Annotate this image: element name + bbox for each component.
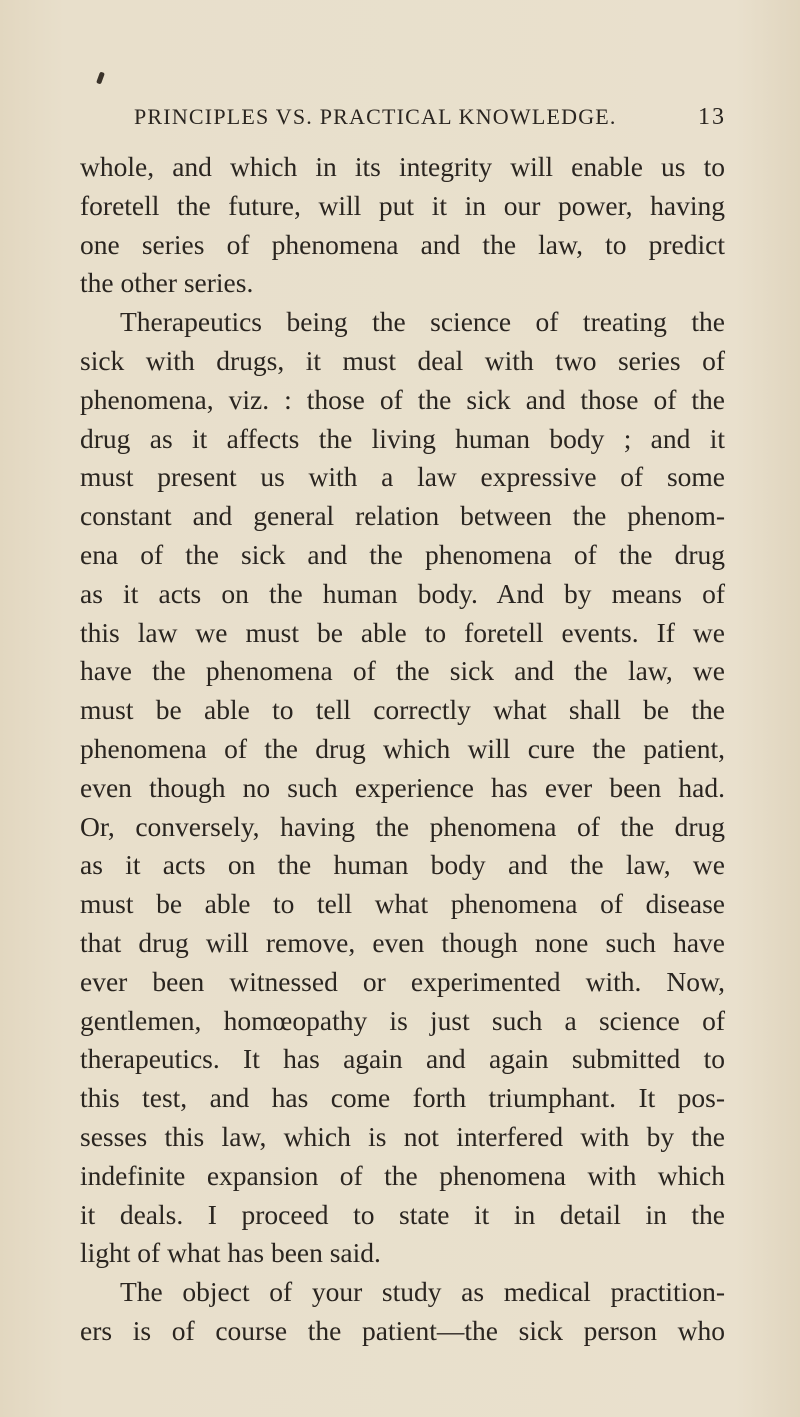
text-line: sick with drugs, it must deal with two series of <box>80 344 725 376</box>
text-line: that drug will remove, even though none such have <box>80 926 725 958</box>
text-line: have the phenomena of the sick and the law, we <box>80 655 725 687</box>
text-line: the other series. <box>80 267 254 299</box>
text-line: one series of phenomena and the law, to predict <box>80 228 725 260</box>
text-line: foretell the future, will put it in our power, having <box>80 189 725 221</box>
text-line: phenomena, viz. : those of the sick and those of the <box>80 383 725 415</box>
text-line: light of what has been said. <box>80 1237 381 1269</box>
text-line: must be able to tell what phenomena of disease <box>80 888 725 920</box>
running-title: PRINCIPLES VS. PRACTICAL KNOWLEDGE. <box>134 104 617 129</box>
text-line: it deals. I proceed to state it in detail in the <box>80 1198 725 1230</box>
text-line: this test, and has come forth triumphant. It pos- <box>80 1082 725 1114</box>
text-line: Or, conversely, having the phenomena of the drug <box>80 810 725 842</box>
text-line: even though no such experience has ever been had. <box>80 771 725 803</box>
text-line: drug as it affects the living human body ; and it <box>80 422 725 454</box>
text-line: ever been witnessed or experimented with. Now, <box>80 965 725 997</box>
ink-speck <box>96 72 105 85</box>
text-line: indefinite expansion of the phenomena with which <box>80 1159 725 1191</box>
text-line: ers is of course the patient—the sick person who <box>80 1314 725 1346</box>
text-line: therapeutics. It has again and again submitted to <box>80 1043 725 1075</box>
running-header <box>134 104 726 140</box>
text-line: constant and general relation between the phenom- <box>80 500 725 532</box>
text-line: Therapeutics being the science of treating the <box>120 306 725 338</box>
text-line: as it acts on the human body. And by means of <box>80 577 725 609</box>
text-line: must present us with a law expressive of some <box>80 461 725 493</box>
body-text <box>80 148 725 1351</box>
text-line: whole, and which in its integrity will enable us to <box>80 151 725 182</box>
page-number: 13 <box>698 104 726 130</box>
text-line: this law we must be able to foretell events. If we <box>80 616 725 648</box>
text-line: must be able to tell correctly what shall be the <box>80 694 725 726</box>
text-line: as it acts on the human body and the law, we <box>80 849 725 881</box>
text-line: The object of your study as medical practition- <box>120 1276 725 1308</box>
text-line: phenomena of the drug which will cure the patient, <box>80 732 725 764</box>
text-line: sesses this law, which is not interfered with by the <box>80 1120 725 1152</box>
text-line: ena of the sick and the phenomena of the drug <box>80 538 725 570</box>
text-line: gentlemen, homœopathy is just such a science of <box>80 1004 725 1036</box>
